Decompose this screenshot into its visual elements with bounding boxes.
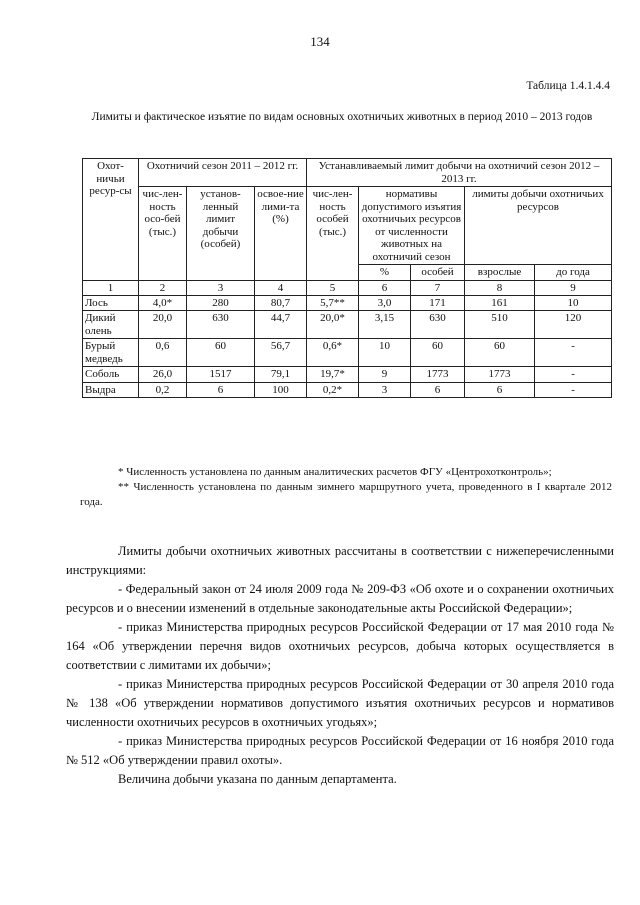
paragraph: - Федеральный закон от 24 июля 2009 года № 209-ФЗ «Об охоте и о сохранении охотничьих ресурсов и о внесении изменений в отдельные законодательные акты Российской Федерации»; [66,582,614,615]
table-cell: 280 [187,295,255,311]
table-cell: 1773 [465,367,535,383]
header-production-limits: лимиты добычи охотничьих ресурсов [465,187,612,265]
column-number: 5 [307,280,359,295]
table-row [83,382,612,398]
table-cell: 120 [535,311,612,339]
table-cell: 20,0 [139,311,187,339]
table-cell: 6 [411,382,465,398]
table-cell: 1517 [187,367,255,383]
header-row [83,159,612,187]
table-cell: 3 [359,382,411,398]
header-count: чис-лен-ность осо-бей (тыс.) [139,187,187,281]
table-row [83,311,612,339]
footnote: * Численность установлена по данным аналитических расчетов ФГУ «Центрохотконтроль»; [118,466,552,478]
paragraph: Величина добычи указана по данным департамента. [118,772,397,786]
footnotes [80,465,612,510]
body-text [66,542,614,789]
header-adult: взрослые [465,265,535,281]
table-cell: 5,7** [307,295,359,311]
table-cell: 100 [255,382,307,398]
header-young: до года [535,265,612,281]
table-cell: 171 [411,295,465,311]
header-percent: % [359,265,411,281]
species-cell: Дикий олень [83,311,139,339]
table-cell: 10 [359,339,411,367]
column-number: 9 [535,280,612,295]
table-cell: 510 [465,311,535,339]
table-cell: 6 [465,382,535,398]
table-cell: 0,6* [307,339,359,367]
species-cell: Бурый медведь [83,339,139,367]
table-cell: 10 [535,295,612,311]
paragraph: - приказ Министерства природных ресурсов Российской Федерации от 17 мая 2010 года № 164 «Об утверждении перечня видов охотничьих ресурсов, добыча которых осуществляется в соответствии с лимитами их добычи»; [66,620,614,672]
column-number-row [83,280,612,295]
table-cell: 56,7 [255,339,307,367]
table-cell: 3,15 [359,311,411,339]
table-cell: 60 [465,339,535,367]
table-cell: 3,0 [359,295,411,311]
table-cell: 9 [359,367,411,383]
table-cell: 79,1 [255,367,307,383]
header-resource: Охот-ничьи ресур-сы [83,159,139,281]
header-norms: нормативы допустимого изъятия охотничьих ресурсов от численности животных на охотничий сезон [359,187,465,265]
table-cell: 44,7 [255,311,307,339]
table-label: Таблица 1.4.1.4.4 [526,80,610,92]
header-row [83,187,612,265]
table-cell: 80,7 [255,295,307,311]
header-individuals: особей [411,265,465,281]
table-cell: 0,2* [307,382,359,398]
column-number: 6 [359,280,411,295]
paragraph: - приказ Министерства природных ресурсов Российской Федерации от 16 ноября 2010 года № 512 «Об утверждении правил охоты». [66,734,614,767]
column-number: 4 [255,280,307,295]
header-count: чис-лен-ность особей (тыс.) [307,187,359,281]
column-number: 7 [411,280,465,295]
column-number: 2 [139,280,187,295]
header-season: Охотничий сезон 2011 – 2012 гг. [139,159,307,187]
table-cell: 6 [187,382,255,398]
column-number: 1 [83,280,139,295]
header-limit: Устанавливаемый лимит добычи на охотничий сезон 2012 – 2013 гг. [307,159,612,187]
table-row [83,295,612,311]
column-number: 8 [465,280,535,295]
header-limit-set: установ-ленный лимит добычи (особей) [187,187,255,281]
table-cell: - [535,367,612,383]
footnote: ** Численность установлена по данным зимнего маршрутного учета, проведенного в I квартале 2012 года. [80,481,612,508]
page-number: 134 [310,34,330,49]
table-cell: 0,6 [139,339,187,367]
table-cell: 1773 [411,367,465,383]
table-caption: Лимиты и фактическое изъятие по видам основных охотничьих животных в период 2010 – 2013 годов [91,111,593,123]
column-number: 3 [187,280,255,295]
table-cell: 60 [411,339,465,367]
table-cell: - [535,339,612,367]
paragraph: - приказ Министерства природных ресурсов Российской Федерации от 30 апреля 2010 года № 138 «Об утверждении нормативов допустимого изъятия охотничьих ресурсов и нормативов численности охотничьих ресурсов в охотничьих угодьях»; [66,677,614,729]
table-cell: 60 [187,339,255,367]
table-cell: 4,0* [139,295,187,311]
table-cell: 161 [465,295,535,311]
table-cell: 0,2 [139,382,187,398]
header-mastered: освое-ние лими-та (%) [255,187,307,281]
species-cell: Соболь [83,367,139,383]
table-cell: 20,0* [307,311,359,339]
table-cell: 630 [187,311,255,339]
table-cell: 19,7* [307,367,359,383]
species-cell: Выдра [83,382,139,398]
table-cell: - [535,382,612,398]
table-row [83,367,612,383]
table-cell: 26,0 [139,367,187,383]
table-row [83,339,612,367]
paragraph: Лимиты добычи охотничьих животных рассчитаны в соответствии с нижеперечисленными инструкциями: [66,544,614,577]
species-cell: Лось [83,295,139,311]
limits-table [82,158,612,398]
table-cell: 630 [411,311,465,339]
